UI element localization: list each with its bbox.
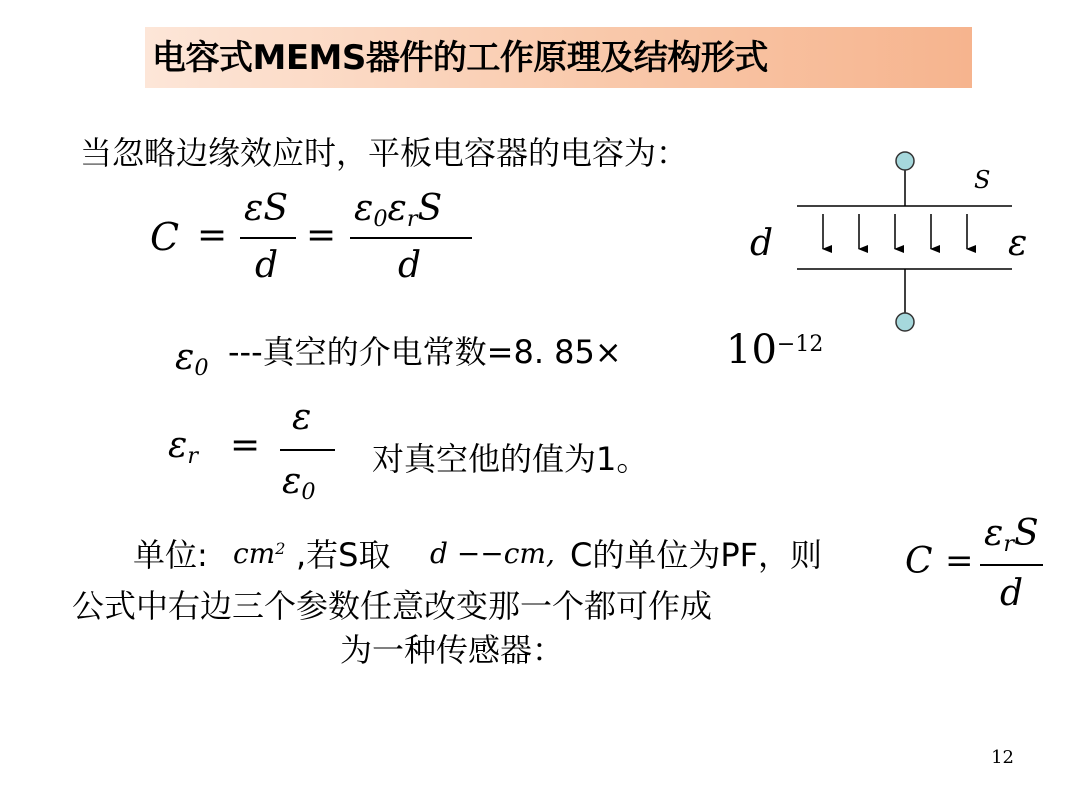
formula2-numerator: εrS	[984, 513, 1039, 557]
formula-numerator-2: ε0εrS	[354, 188, 443, 232]
epsr-denominator: ε0	[282, 461, 316, 505]
intro-text: 当忽略边缘效应时，平板电容器的电容为：	[80, 134, 689, 172]
formula2-denominator: d	[1000, 573, 1024, 614]
formula-lhs: C	[150, 215, 180, 259]
epsr-fraction-bar	[280, 449, 335, 451]
diagram-permittivity-label: ε	[1008, 223, 1028, 264]
fraction-bar-2	[350, 237, 472, 239]
conclusion-line-2: 为一种传感器：	[340, 631, 565, 669]
formula-numerator-1: εS	[244, 188, 288, 229]
diagram-area-label: S	[974, 166, 991, 194]
slide-title: 电容式MEMS器件的工作原理及结构形式	[152, 38, 768, 78]
epsr-equals: =	[230, 425, 261, 466]
eps0-symbol: ε0	[175, 337, 209, 381]
formula2-equals: =	[945, 541, 974, 581]
epsr-symbol: εr	[168, 425, 198, 469]
fraction-bar-1	[240, 237, 296, 239]
units-cm-squared: $cm^2$	[233, 537, 286, 570]
units-d-cm: d −−cm,	[430, 537, 555, 570]
units-middle: ,若S取	[296, 536, 391, 574]
epsr-text: 对真空他的值为1。	[372, 440, 649, 478]
eps0-power: $10^{-12}$	[726, 327, 824, 373]
formula-equals: =	[197, 215, 228, 256]
formula-equals-2: =	[306, 215, 337, 256]
diagram-gap-label: d	[750, 223, 774, 264]
eps0-text: ---真空的介电常数=8. 85×	[228, 333, 622, 371]
lower-terminal	[896, 313, 914, 331]
upper-terminal	[896, 152, 914, 170]
page-number: 12	[991, 747, 1014, 768]
conclusion-line-1: 公式中右边三个参数任意改变那一个都可作成	[72, 587, 713, 625]
formula-denominator-1: d	[255, 245, 279, 286]
formula-denominator-2: d	[398, 245, 422, 286]
epsr-numerator: ε	[292, 397, 312, 438]
parallel-plate-capacitor-diagram	[740, 145, 1040, 335]
units-suffix: C的单位为PF，则	[570, 536, 823, 574]
formula2-fraction-bar	[980, 564, 1043, 566]
formula2-lhs: C	[905, 541, 933, 582]
units-prefix: 单位:	[133, 536, 208, 574]
